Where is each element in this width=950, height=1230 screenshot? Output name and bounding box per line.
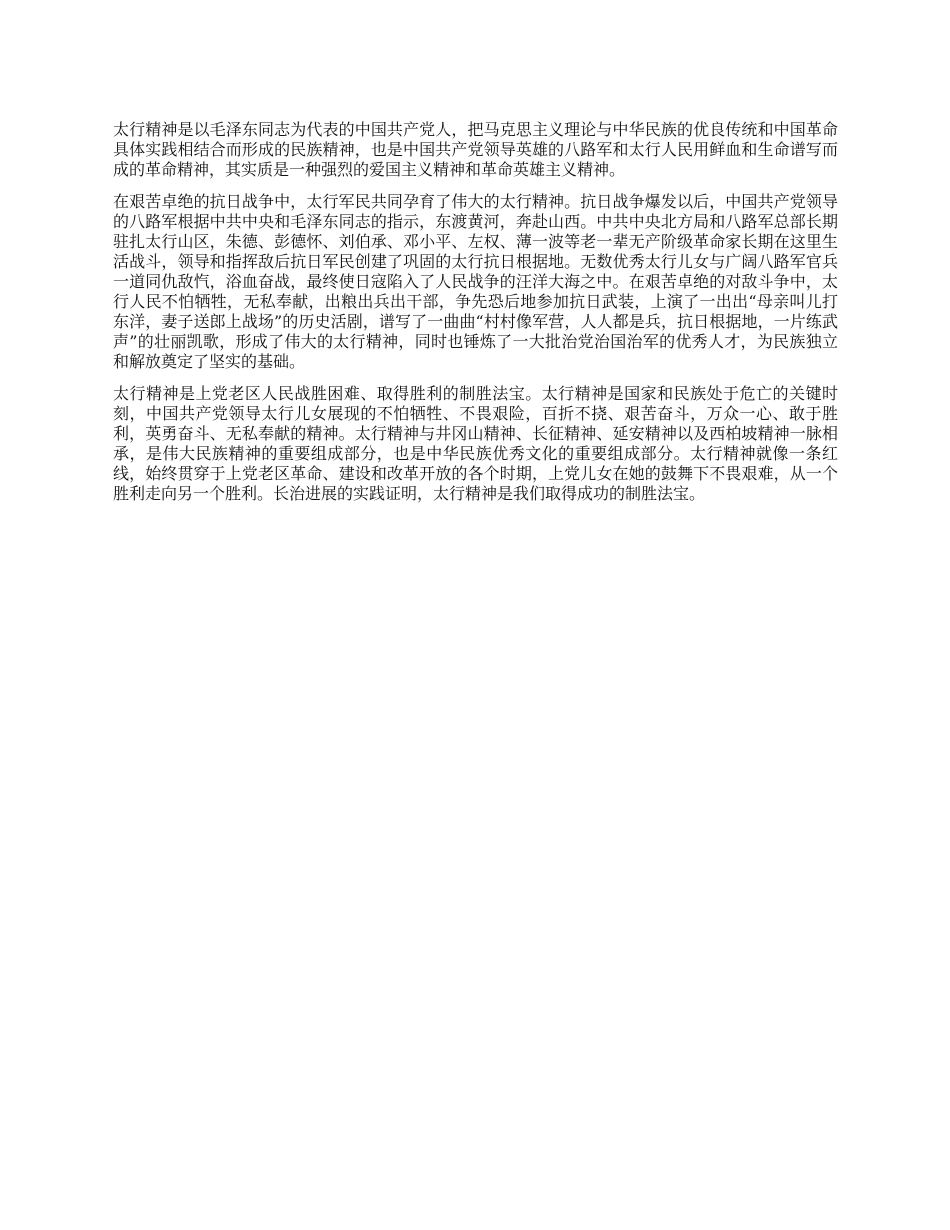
paragraph-1: 太行精神是以毛泽东同志为代表的中国共产党人，把马克思主义理论与中华民族的优良传统和中国革命具体实践相结合而形成的民族精神，也是中国共产党领导英雄的八路军和太行人民用鲜血和生命谱写而成的革命精神，其实质是一种强烈的爱国主义精神和革命英雄主义精神。 — [113, 120, 838, 179]
document-body — [113, 120, 838, 516]
paragraph-3: 太行精神是上党老区人民战胜困难、取得胜利的制胜法宝。太行精神是国家和民族处于危亡的关键时刻，中国共产党领导太行儿女展现的不怕牺牲、不畏艰险，百折不挠、艰苦奋斗，万众一心、敢于胜利，英勇奋斗、无私奉献的精神。太行精神与井冈山精神、长征精神、延安精神以及西柏坡精神一脉相承，是伟大民族精神的重要组成部分，也是中华民族优秀文化的重要组成部分。太行精神就像一条红线，始终贯穿于上党老区革命、建设和改革开放的各个时期，上党儿女在她的鼓舞下不畏艰难，从一个胜利走向另一个胜利。长治进展的实践证明，太行精神是我们取得成功的制胜法宝。 — [113, 384, 838, 503]
paragraph-2: 在艰苦卓绝的抗日战争中，太行军民共同孕育了伟大的太行精神。抗日战争爆发以后，中国共产党领导的八路军根据中共中央和毛泽东同志的指示，东渡黄河，奔赴山西。中共中央北方局和八路军总部长期驻扎太行山区，朱德、彭德怀、刘伯承、邓小平、左权、薄一波等老一辈无产阶级革命家长期在这里生活战斗，领导和指挥敌后抗日军民创建了巩固的太行抗日根据地。无数优秀太行儿女与广阔八路军官兵一道同仇敌忾，浴血奋战，最终使日寇陷入了人民战争的汪洋大海之中。在艰苦卓绝的对敌斗争中，太行人民不怕牺牲，无私奉献，出粮出兵出干部，争先恐后地参加抗日武装，上演了一出出“母亲叫儿打东洋，妻子送郎上战场”的历史活剧，谱写了一曲曲“村村像军营，人人都是兵，抗日根据地，一片练武声”的壮丽凯歌，形成了伟大的太行精神，同时也锤炼了一大批治党治国治军的优秀人才，为民族独立和解放奠定了坚实的基础。 — [113, 192, 838, 371]
